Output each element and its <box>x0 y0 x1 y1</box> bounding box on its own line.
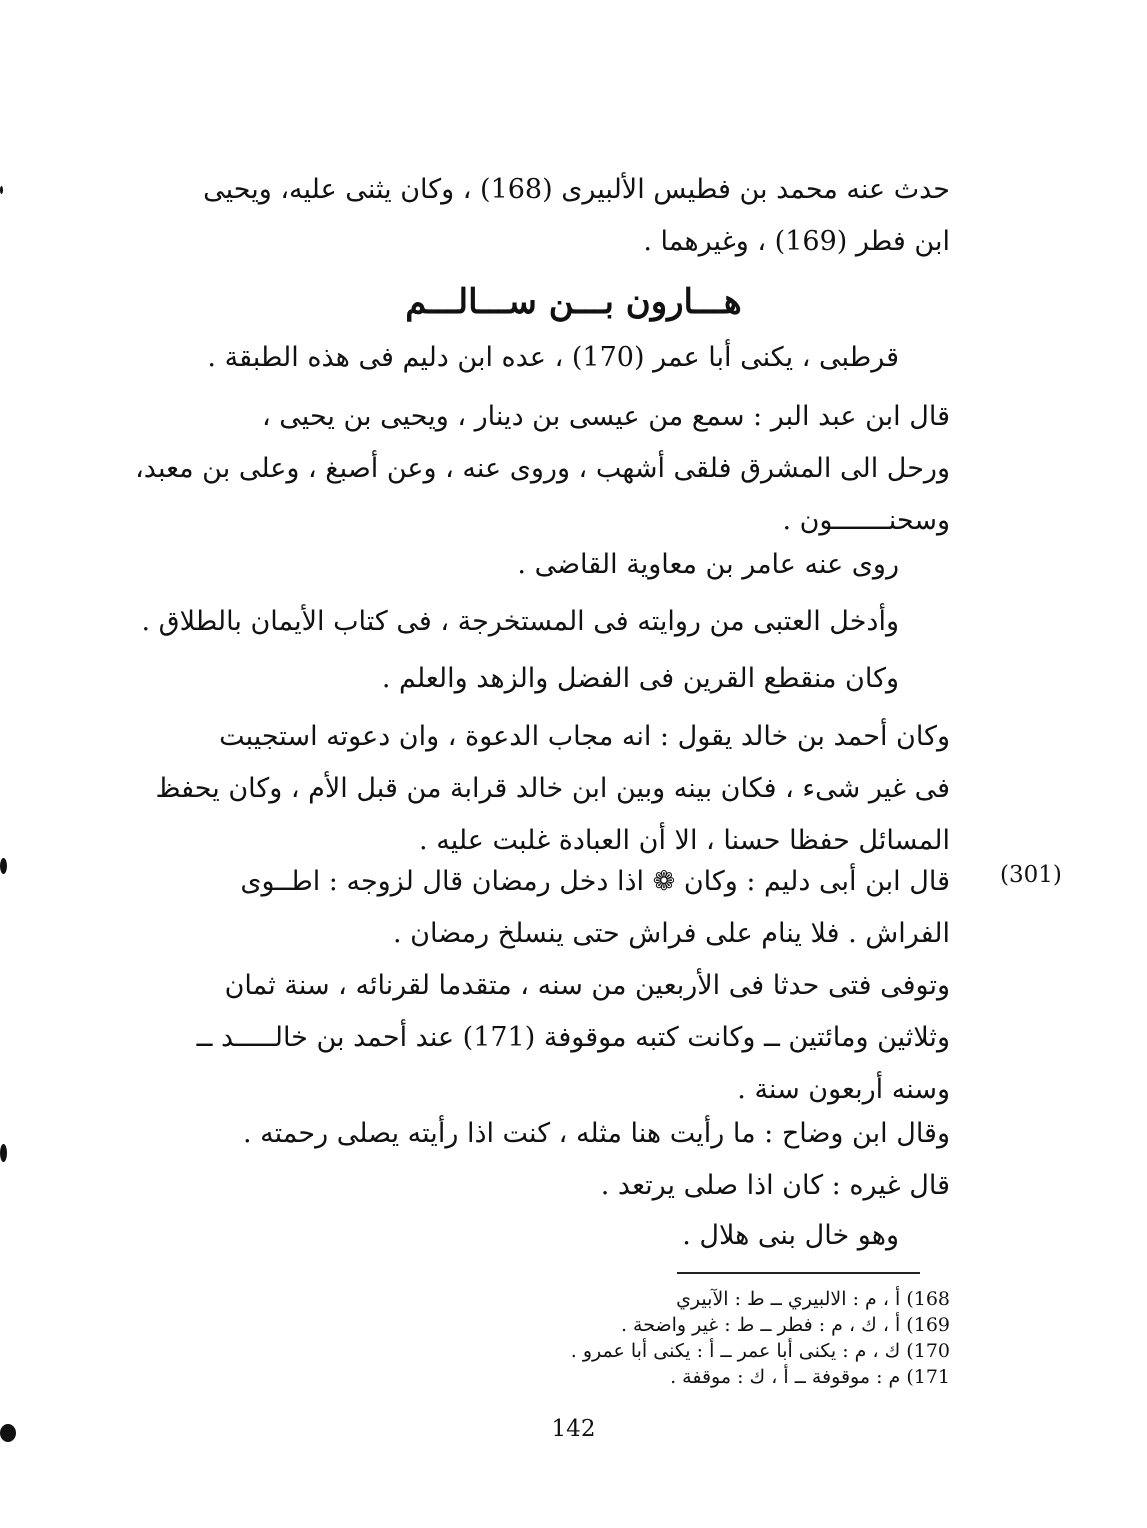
paragraph-intro <box>147 332 899 384</box>
text-line: وثلاثين ومائتين ــ وكانت كتبه موقوفة (171) عند أحمد بن خالـــــد ــ <box>196 1022 950 1053</box>
footnotes <box>390 1286 950 1390</box>
text-line: قال ابن عبد البر : سمع من عيسى بن دينار ، ويحيى بن يحيى ، <box>262 401 950 432</box>
scan-speck-mark <box>0 186 3 194</box>
paragraph-narrators <box>198 164 950 268</box>
text-line: حدث عنه محمد بن فطيس الألبيرى (168) ، وكان يثنى عليه، ويحيى <box>203 174 950 205</box>
text-line: وهو خال بنى هلال . <box>682 1220 899 1251</box>
paragraph-narrated-by <box>147 539 899 591</box>
margin-entry-number: (301) <box>1000 862 1062 888</box>
footnote-separator <box>677 1272 920 1274</box>
text-line: وتوفى فتى حدثا فى الأربعين من سنه ، متقدما لقرنائه ، سنة ثمان <box>224 970 950 1001</box>
paragraph-ibn-abd-al-barr <box>135 391 950 547</box>
paragraph-ramadan <box>198 856 950 960</box>
page-number: 142 <box>551 1416 596 1442</box>
text-line: وقال ابن وضاح : ما رأيت هنا مثله ، كنت اذا رأيته يصلى رحمته . <box>243 1118 950 1149</box>
text-line: وسنه أربعون سنة . <box>737 1074 950 1105</box>
paragraph-utbi <box>141 596 899 648</box>
paragraph-death <box>198 960 950 1116</box>
paragraph-banu-hilal <box>147 1210 899 1262</box>
paragraph-virtue <box>147 653 899 705</box>
text-line: وأدخل العتبى من روايته فى المستخرجة ، فى كتاب الأيمان بالطلاق . <box>141 606 899 637</box>
scan-speck-mark <box>0 858 7 874</box>
text-line: الفراش . فلا ينام على فراش حتى ينسلخ رمضان . <box>392 918 950 949</box>
text-line: قال غيره : كان اذا صلى يرتعد . <box>600 1170 950 1201</box>
paragraph-ahmad-ibn-khalid <box>155 711 950 867</box>
text-line: قال ابن أبى دليم : وكان ❁ اذا دخل رمضان قال لزوجه : اطــوى <box>240 866 950 897</box>
text-line: وسحنـــــــون . <box>782 505 950 536</box>
text-line: قرطبى ، يكنى أبا عمر (170) ، عده ابن دليم فى هذه الطبقة . <box>207 342 899 373</box>
text-line: فى غير شىء ، فكان بينه وبين ابن خالد قرابة من قبل الأم ، وكان يحفظ <box>155 773 950 804</box>
text-line: وكان منقطع القرين فى الفضل والزهد والعلم . <box>381 663 899 694</box>
footnote: 168) أ ، م : الالبيري ــ ط : الآبيري <box>676 1288 950 1310</box>
footnote: 170) ك ، م : يكنى أبا عمر ــ أ : يكنى أبا عمرو . <box>570 1340 950 1362</box>
scan-speck-mark <box>0 1424 16 1442</box>
scan-speck-mark <box>0 1144 7 1162</box>
biography-heading: هـــارون بـــن ســـالـــم <box>405 282 742 322</box>
text-line: ورحل الى المشرق فلقى أشهب ، وروى عنه ، وعن أصبغ ، وعلى بن معبد، <box>135 453 950 484</box>
text-line: روى عنه عامر بن معاوية القاضى . <box>517 549 899 580</box>
text-line: ابن فطر (169) ، وغيرهما . <box>643 226 950 257</box>
text-line: المسائل حفظا حسنا ، الا أن العبادة غلبت عليه . <box>419 825 950 856</box>
text-line: وكان أحمد بن خالد يقول : انه مجاب الدعوة ، وان دعوته استجيبت <box>219 721 950 752</box>
paragraph-ibn-waddah <box>198 1108 950 1212</box>
footnote: 169) أ ، ك ، م : فطر ــ ط : غير واضحة . <box>620 1314 950 1336</box>
footnote: 171) م : موقوفة ــ أ ، ك : موقفة . <box>670 1366 950 1388</box>
